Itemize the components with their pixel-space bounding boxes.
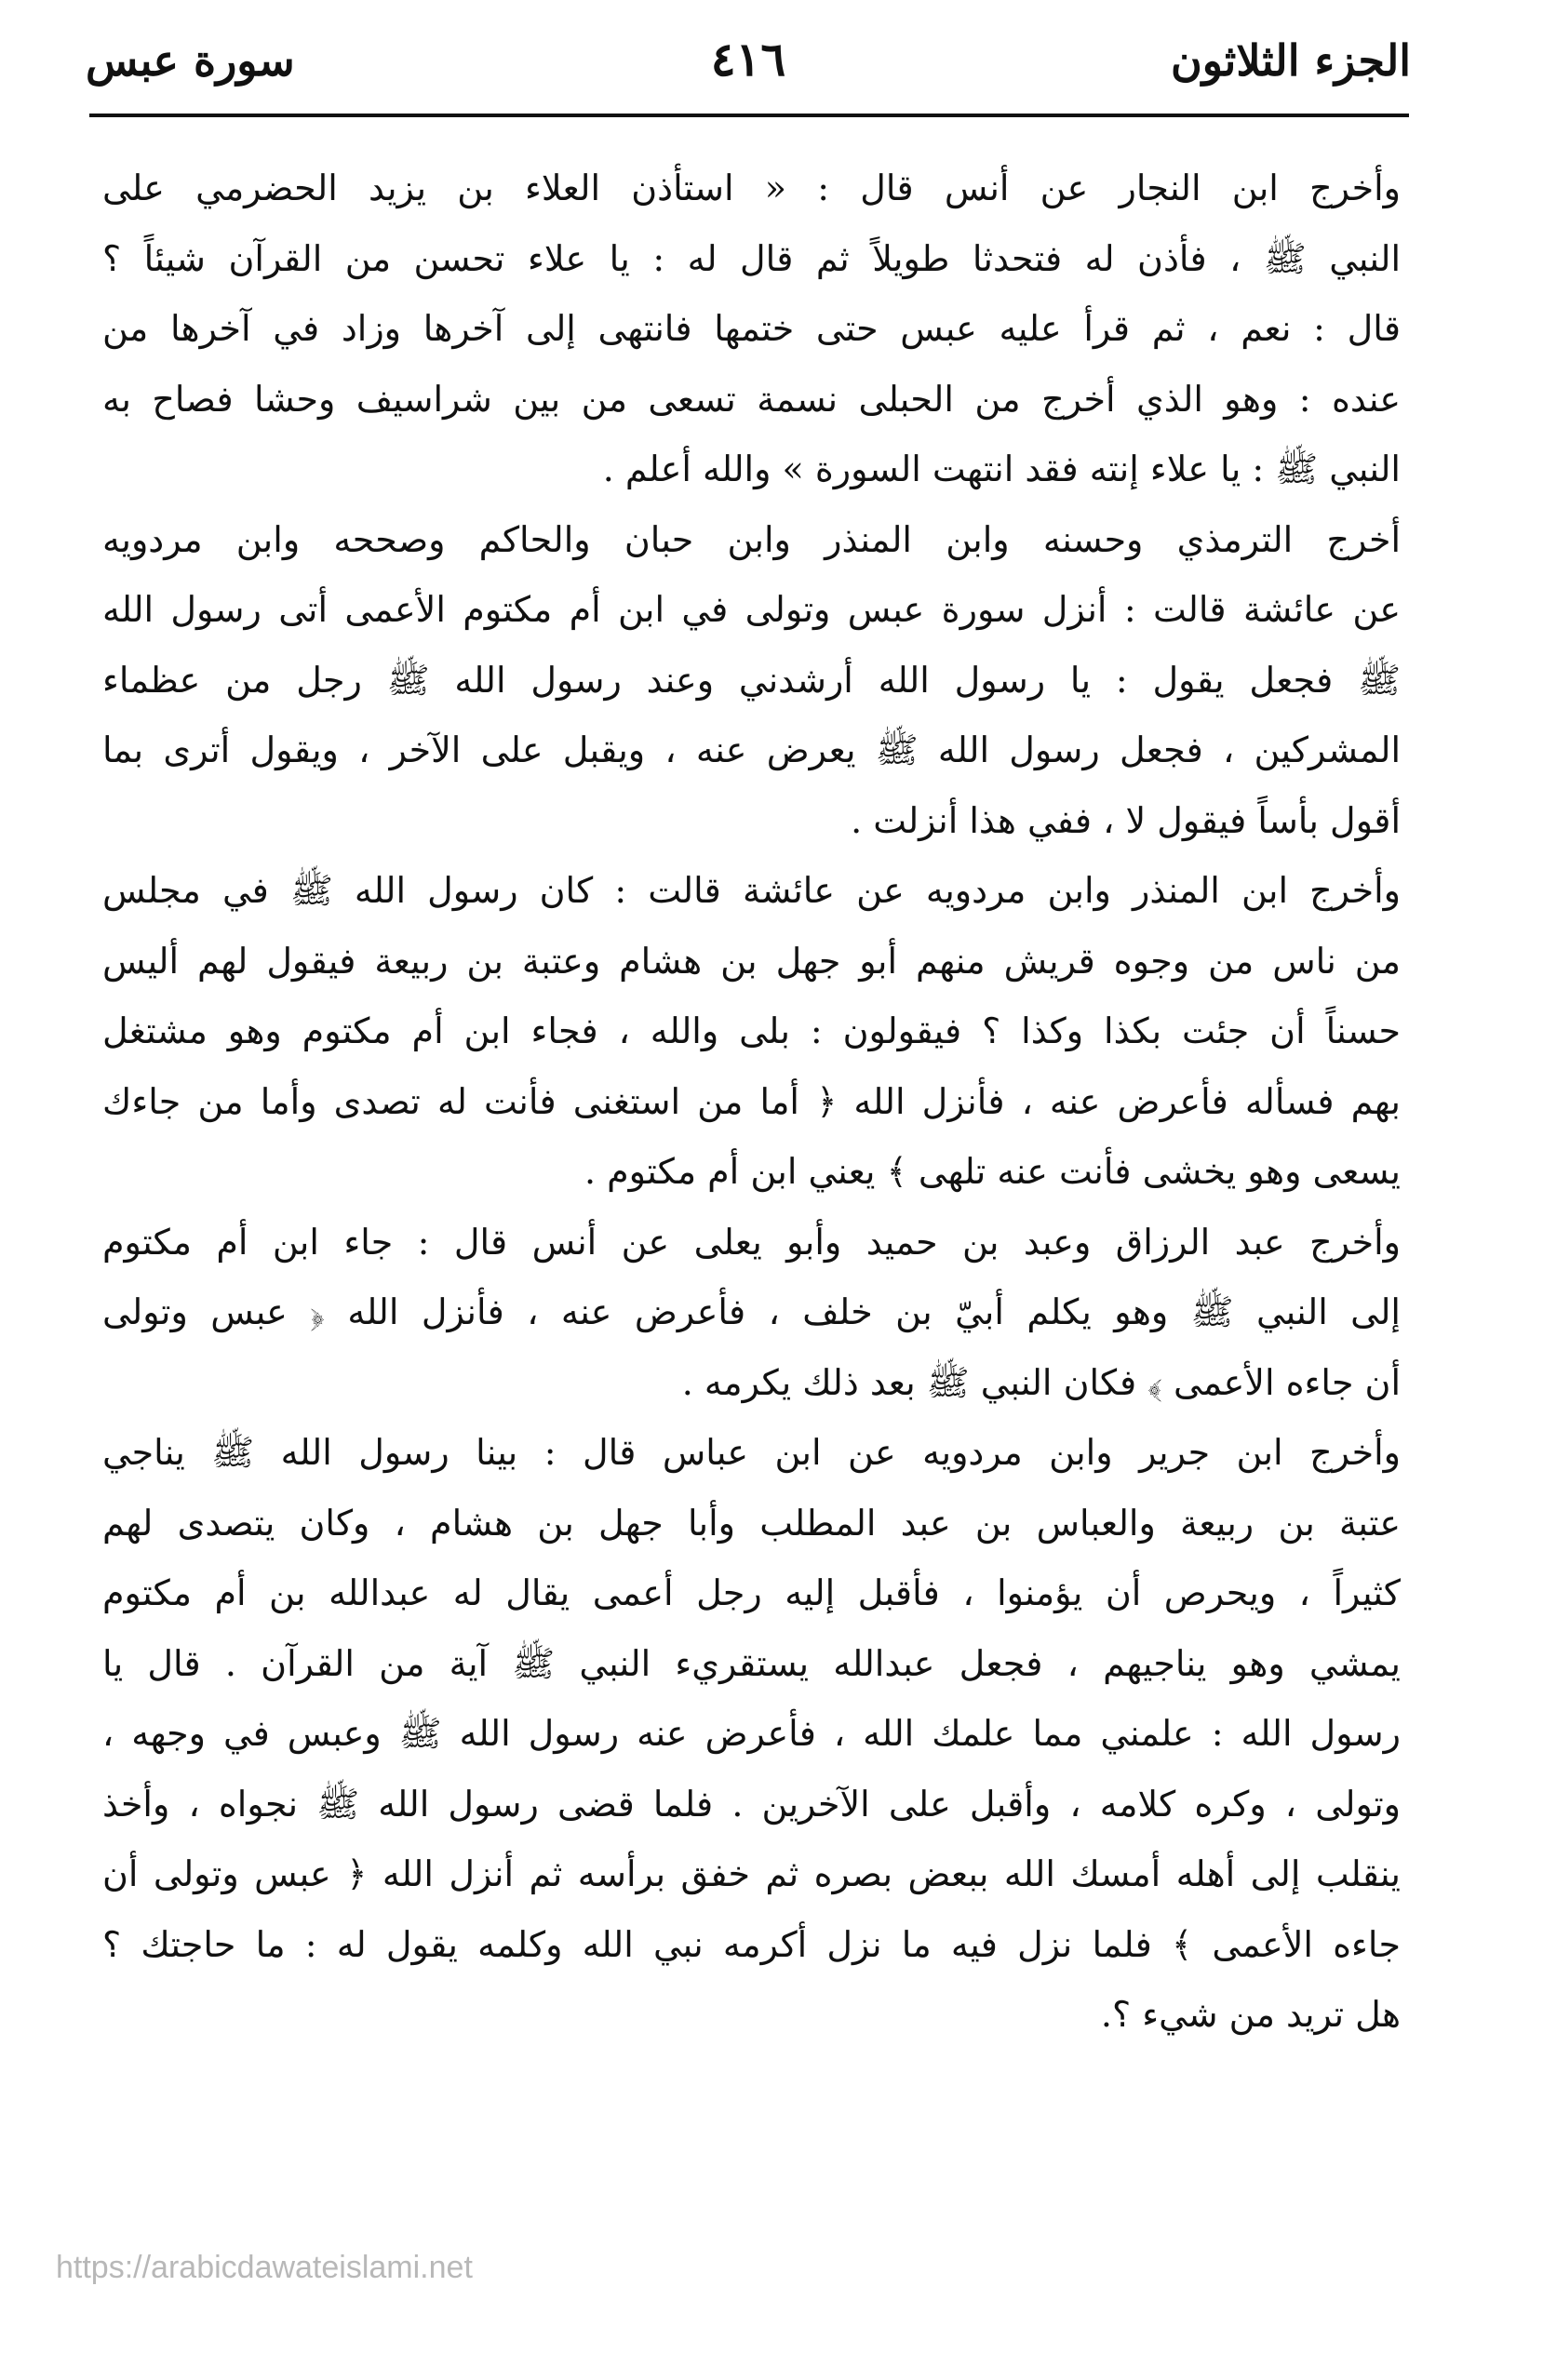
text-line: رسول الله : علمني مما علمك الله ، فأعرض عنه رسول الله ﷺ وعبس في وجهه ، — [102, 1713, 1401, 1754]
text-line: وأخرج ابن المنذر وابن مردويه عن عائشة قالت : كان رسول الله ﷺ في مجلس — [102, 870, 1401, 911]
paragraph-tirmidhi — [102, 505, 1401, 857]
header-rule — [89, 114, 1409, 117]
text-line: عن عائشة قالت : أنزل سورة عبس وتولى في ابن أم مكتوم الأعمى أتى رسول الله — [102, 589, 1401, 630]
text-line: حسناً أن جئت بكذا وكذا ؟ فيقولون : بلى والله ، فجاء ابن أم مكتوم وهو مشتغل — [102, 1010, 1401, 1051]
text-line: إلى النبي ﷺ وهو يكلم أبيّ بن خلف ، فأعرض عنه ، فأنزل الله ﴿ عبس وتولى — [102, 1291, 1401, 1332]
text-line: يسعى وهو يخشى فأنت عنه تلهى ﴾ يعني ابن أم مكتوم . — [584, 1151, 1401, 1192]
body-text — [102, 154, 1401, 2051]
text-line: أخرج الترمذي وحسنه وابن المنذر وابن حبان والحاكم وصححه وابن مردويه — [102, 518, 1401, 560]
text-line: جاءه الأعمى ﴾ فلما نزل فيه ما نزل أكرمه نبي الله وكلمه يقول له : ما حاجتك ؟ — [102, 1923, 1401, 1965]
paragraph-ibn-mundhir — [102, 856, 1401, 1208]
text-line: أقول بأساً فيقول لا ، ففي هذا أنزلت . — [851, 799, 1401, 841]
text-line: ﷺ فجعل يقول : يا رسول الله أرشدني وعند رسول الله ﷺ رجل من عظماء — [102, 659, 1401, 701]
text-line: وأخرج ابن جرير وابن مردويه عن ابن عباس قال : بينا رسول الله ﷺ يناجي — [102, 1432, 1402, 1473]
text-line: وأخرج عبد الرزاق وعبد بن حميد وأبو يعلى عن أنس قال : جاء ابن أم مكتوم — [102, 1221, 1401, 1263]
text-line: أن جاءه الأعمى ﴾ فكان النبي ﷺ بعد ذلك يكرمه . — [681, 1361, 1401, 1403]
text-line: عنده : وهو الذي أخرج من الحبلى نسمة تسعى من بين شراسيف وحشا فصاح به — [102, 378, 1401, 420]
text-line: المشركين ، فجعل رسول الله ﷺ يعرض عنه ، ويقبل على الآخر ، ويقول أترى بما — [102, 729, 1401, 770]
surah-title: سورة عبس — [86, 35, 295, 86]
page-number: ٤١٦ — [710, 32, 786, 87]
text-line: وتولى ، وكره كلامه ، وأقبل على الآخرين . فلما قضى رسول الله ﷺ نجواه ، وأخذ — [102, 1783, 1401, 1825]
watermark-url: https://arabicdawateislami.net — [56, 2250, 473, 2285]
paragraph-abd-razzaq — [102, 1208, 1401, 1419]
running-head — [86, 26, 1411, 110]
part-title: الجزء الثلاثون — [1171, 35, 1411, 86]
paragraph-ibn-najjar — [102, 154, 1401, 505]
paragraph-ibn-jarir — [102, 1418, 1401, 2051]
text-line: عتبة بن ربيعة والعباس بن عبد المطلب وأبا جهل بن هشام ، وكان يتصدى لهم — [102, 1502, 1401, 1544]
text-line: بهم فسأله فأعرض عنه ، فأنزل الله ﴿ أما من استغنى فأنت له تصدى وأما من جاءك — [102, 1080, 1401, 1122]
text-line: هل تريد من شيء ؟. — [1100, 1994, 1401, 2035]
text-line: ينقلب إلى أهله أمسك الله ببعض بصره ثم خفق برأسه ثم أنزل الله ﴿ عبس وتولى أن — [102, 1853, 1401, 1894]
text-line: من ناس من وجوه قريش منهم أبو جهل بن هشام وعتبة بن ربيعة فيقول لهم أليس — [102, 940, 1401, 982]
text-line: النبي ﷺ ، فأذن له فتحدثا طويلاً ثم قال له : يا علاء تحسن من القرآن شيئاً ؟ — [102, 237, 1401, 279]
text-line: كثيراً ، ويحرص أن يؤمنوا ، فأقبل إليه رجل أعمى يقال له عبدالله بن أم مكتوم — [102, 1572, 1401, 1613]
text-line: يمشي وهو يناجيهم ، فجعل عبدالله يستقريء النبي ﷺ آية من القرآن . قال يا — [102, 1642, 1401, 1684]
text-line: وأخرج ابن النجار عن أنس قال : « استأذن العلاء بن يزيد الحضرمي على — [102, 167, 1401, 208]
text-line: قال : نعم ، ثم قرأ عليه عبس حتى ختمها فانتهى إلى آخرها وزاد في آخرها من — [102, 308, 1401, 349]
text-line: النبي ﷺ : يا علاء إنته فقد انتهت السورة » والله أعلم . — [602, 448, 1401, 489]
